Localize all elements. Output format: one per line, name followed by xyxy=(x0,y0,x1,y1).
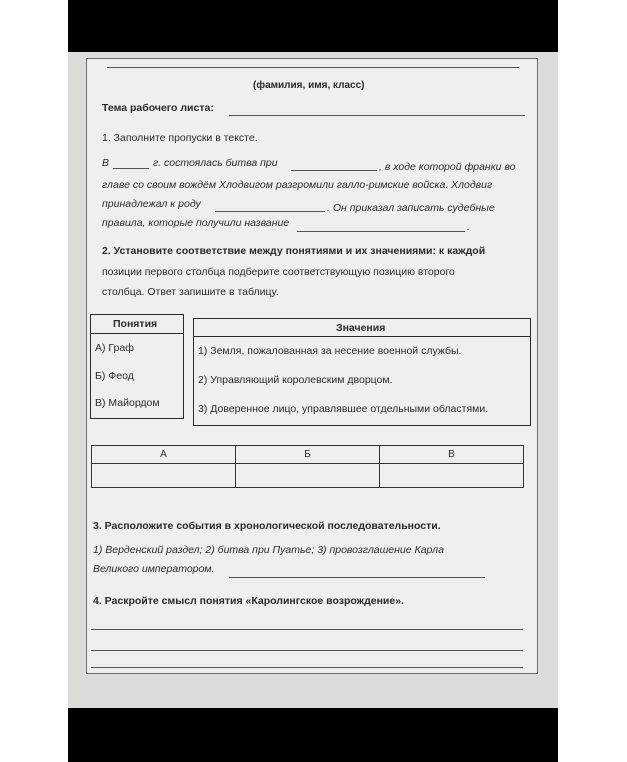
meaning-1: 1) Земля, пожалованная за несение военной службы. xyxy=(198,345,462,357)
task1-text-3b: . Он приказал записать судебные xyxy=(327,202,495,214)
task4-line-1 xyxy=(91,629,523,630)
name-line xyxy=(107,67,519,68)
task4-line-3 xyxy=(91,667,523,668)
task1-text-4b: . xyxy=(467,221,470,233)
task1-text-2: главе со своим вождём Хлодвигом разгромили галло-римские войска. Хлодвиг xyxy=(102,179,493,191)
answer-cell-v[interactable] xyxy=(380,464,524,488)
task1-text-1b: г. состоялась битва при xyxy=(153,157,278,169)
task1-blank-place xyxy=(291,170,377,171)
task2-text-3: столбца. Ответ запишите в таблицу. xyxy=(102,286,279,298)
concept-a: А) Граф xyxy=(95,342,134,354)
meaning-2: 2) Управляющий королевским дворцом. xyxy=(198,374,393,386)
task1-text-3a: принадлежал к роду xyxy=(102,198,201,210)
task1-text-1a: В xyxy=(102,157,110,169)
answer-header-v: В xyxy=(380,446,524,464)
answer-cell-a[interactable] xyxy=(92,464,236,488)
meanings-box xyxy=(193,318,531,426)
task4-title: 4. Раскройте смысл понятия «Каролингское возрождение». xyxy=(93,595,404,607)
task3-text-2: Великого императором. xyxy=(93,563,215,575)
meanings-header: Значения xyxy=(336,322,386,334)
topic-line xyxy=(229,115,525,116)
concepts-box xyxy=(90,314,184,419)
task1-blank-dynasty xyxy=(215,211,325,212)
top-black-bar xyxy=(68,0,558,52)
meanings-divider xyxy=(194,336,530,337)
worksheet-page xyxy=(86,58,538,674)
topic-label: Тема рабочего листа: xyxy=(102,102,214,114)
concept-b: Б) Феод xyxy=(95,370,134,382)
concepts-divider xyxy=(91,333,183,334)
answer-cell-b[interactable] xyxy=(236,464,380,488)
task1-title: 1. Заполните пропуски в тексте. xyxy=(102,132,258,144)
task2-text-2: позиции первого столбца подберите соответствующую позицию второго xyxy=(102,266,455,278)
concepts-header: Понятия xyxy=(113,318,158,330)
task1-text-4a: правила, которые получили название xyxy=(102,217,290,229)
task3-text-1: 1) Верденский раздел; 2) битва при Пуатье; 3) провозглашение Карла xyxy=(93,544,444,556)
concept-v: В) Майордом xyxy=(95,397,160,409)
task1-blank-name xyxy=(297,231,465,232)
bottom-black-bar xyxy=(68,708,558,762)
name-fields-caption: (фамилия, имя, класс) xyxy=(253,80,365,91)
task4-line-2 xyxy=(91,650,523,651)
task3-answer-line xyxy=(229,577,485,578)
meaning-3: 3) Доверенное лицо, управлявшее отдельными областями. xyxy=(198,403,489,415)
answer-header-b: Б xyxy=(236,446,380,464)
task2-text-1: 2. Установите соответствие между понятиями и их значениями: к каждой xyxy=(102,245,486,257)
task1-text-1c: , в ходе которой франки во xyxy=(379,161,516,173)
task3-title: 3. Расположите события в хронологической последовательности. xyxy=(93,520,441,532)
answer-table xyxy=(91,445,524,488)
task1-blank-year xyxy=(113,168,149,169)
answer-header-a: А xyxy=(92,446,236,464)
